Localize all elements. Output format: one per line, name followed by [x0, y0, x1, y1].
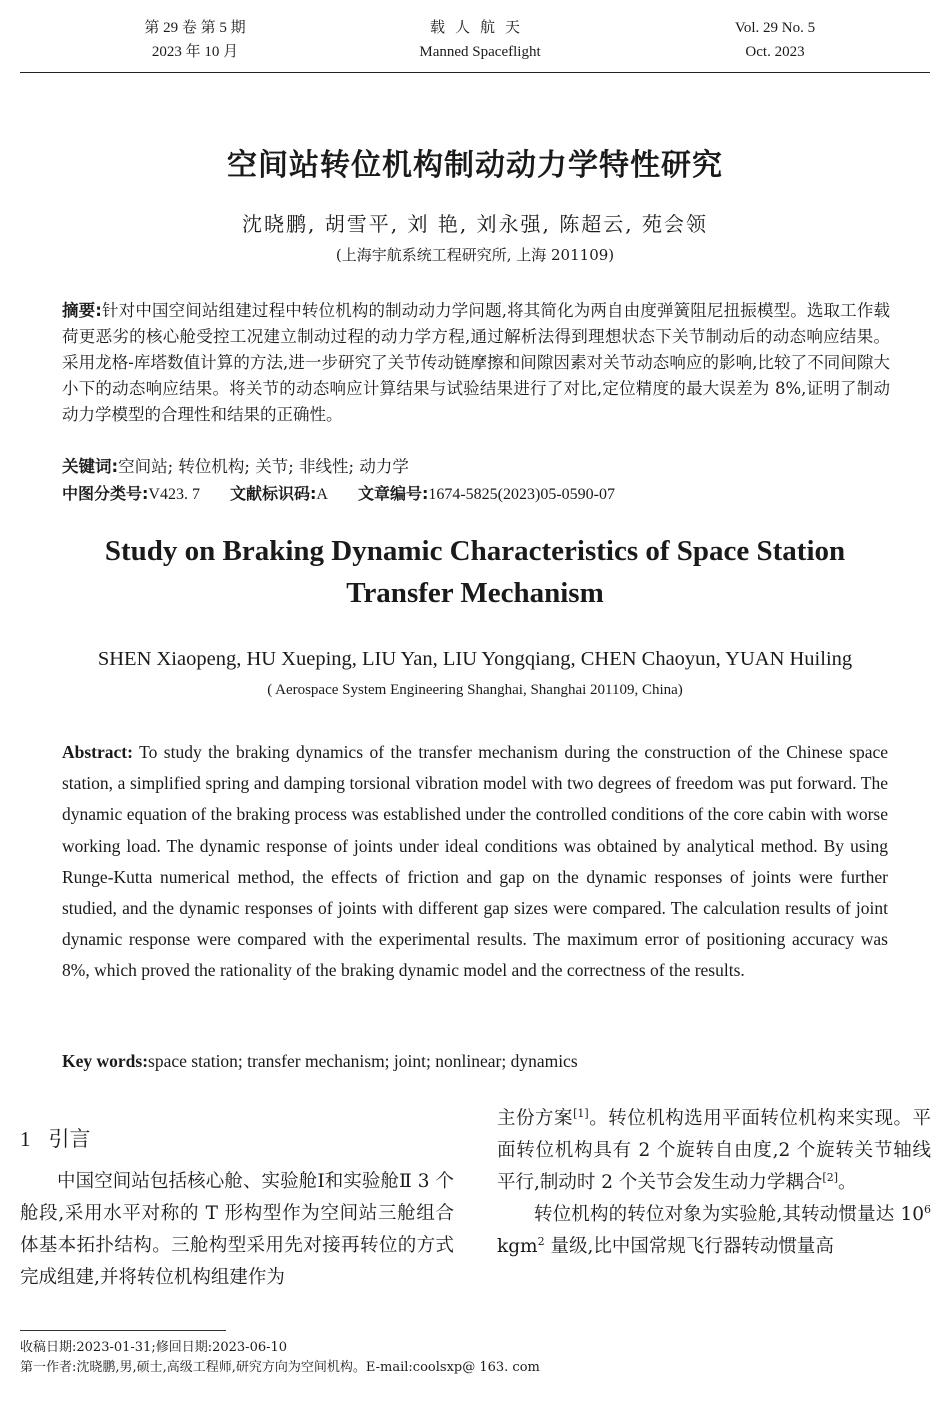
exponent-6: 6 [924, 1202, 931, 1216]
affiliation-en: ( Aerospace System Engineering Shanghai, Shanghai 201109, China) [267, 682, 683, 698]
authors-cn: 沈晓鹏, 胡雪平, 刘 艳, 刘永强, 陈超云, 苑会领 [242, 212, 708, 236]
volume-cn: 第 29 卷 第 5 期 [144, 20, 246, 36]
title-en [0, 530, 950, 614]
doc-code-label: 文献标识码: [229, 484, 317, 503]
clc-value: V423. 7 [148, 486, 200, 503]
header-center [380, 16, 580, 64]
section-number: 1 [20, 1127, 31, 1151]
abstract-cn [62, 298, 890, 428]
footnote-dates: 收稿日期:2023-01-31;修回日期:2023-06-10 [20, 1340, 288, 1355]
body-paragraph: 中国空间站包括核心舱、实验舱Ⅰ和实验舱Ⅱ 3 个舱段,采用水平对称的 T 形构型作为空间站三舱组合体基本拓扑结构。三舱构型采用先对接再转位的方式完成组建,并将转位机构组建作为 [20, 1171, 454, 1288]
abstract-en [62, 737, 888, 987]
keywords-en [62, 1046, 888, 1077]
classification-line [62, 481, 922, 508]
exponent-2: 2 [537, 1234, 545, 1248]
body-paragraph [497, 1199, 931, 1263]
date-cn: 2023 年 10 月 [151, 44, 239, 60]
header-left [110, 16, 280, 64]
text-run: 转位机构的转位对象为实验舱,其转动惯量达 10 [534, 1204, 924, 1225]
article-number-value: 1674-5825(2023)05-0590-07 [428, 486, 615, 503]
body-paragraph-continued [497, 1103, 931, 1199]
abstract-en-label: Abstract: [62, 742, 133, 762]
authors-en: SHEN Xiaopeng, HU Xueping, LIU Yan, LIU Yongqiang, CHEN Chaoyun, YUAN Huiling [97, 648, 853, 670]
journal-name-cn: 载人航天 [429, 20, 530, 36]
text-run: kgm [497, 1236, 538, 1257]
body-right-column [497, 1103, 931, 1263]
citation-2: [2] [822, 1170, 839, 1184]
title-cn: 空间站转位机构制动动力学特性研究 [227, 148, 723, 183]
section-heading [20, 1123, 91, 1153]
article-number-label: 文章编号: [357, 484, 429, 503]
body-left-column [20, 1166, 454, 1294]
section-title: 引言 [48, 1127, 91, 1151]
doc-code-value: A [316, 486, 328, 503]
footnote-rule [20, 1330, 226, 1331]
affiliation-cn: (上海宇航系统工程研究所, 上海 201109) [335, 246, 615, 264]
text-run: 量级,比中国常规飞行器转动惯量高 [544, 1236, 834, 1257]
text-run: 。 [838, 1172, 857, 1193]
clc-label: 中图分类号: [62, 484, 149, 503]
header-rule [20, 72, 930, 73]
text-run: 。转位机构选用平面转位机构来实现。平面转位机构具有 2 个旋转自由度,2 个旋转关节轴线平行,制动时 2 个关节会发生动力学耦合 [497, 1108, 931, 1193]
text-run: 主份方案 [497, 1108, 574, 1129]
title-en-line2: Transfer Mechanism [346, 577, 604, 609]
abstract-cn-text: 针对中国空间站组建过程中转位机构的制动动力学问题,将其简化为两自由度弹簧阻尼扭振模型。选取工作载荷更恶劣的核心舱受控工况建立制动过程的动力学方程,通过解析法得到理想状态下关节制动后的动态响应结果。采用龙格-库塔数值计算的方法,进一步研究了关节传动链摩擦和间隙因素对关节动态响应的影响,比较了不同间隙大小下的动态响应结果。将关节的动态响应计算结果与试验结果进行了对比,定位精度的最大误差为 8%,证明了制动动力学模型的合理性和结果的正确性。 [62, 301, 890, 424]
keywords-cn-text: 空间站; 转位机构; 关节; 非线性; 动力学 [118, 457, 409, 476]
footnote-author: 第一作者:沈晓鹏,男,硕士,高级工程师,研究方向为空间机构。E-mail:coolsxp@ 163. com [20, 1360, 540, 1375]
title-en-line1: Study on Braking Dynamic Characteristics of Space Station [104, 535, 846, 567]
keywords-en-text: space station; transfer mechanism; joint; nonlinear; dynamics [148, 1051, 578, 1071]
date-en: Oct. 2023 [745, 44, 805, 60]
volume-en: Vol. 29 No. 5 [734, 20, 816, 36]
header-right [690, 16, 860, 64]
keywords-cn-label: 关键词: [62, 457, 119, 476]
journal-name-en: Manned Spaceflight [419, 44, 541, 60]
keywords-cn [62, 454, 890, 480]
citation-1: [1] [573, 1106, 589, 1120]
keywords-en-label: Key words: [62, 1051, 149, 1071]
abstract-cn-label: 摘要: [62, 301, 102, 320]
abstract-en-text: To study the braking dynamics of the transfer mechanism during the construction of the Chinese space station, a simplified spring and damping torsional vibration model with two degrees of freedom was put forward. The dynamic equation of the braking process was established under the controlled conditions of the core cabin with worse working load. The dynamic response of joints under ideal conditions was obtained by analytical method. By using Runge-Kutta numerical method, the effects of friction and gap on the dynamic responses of joints were further studied, and the dynamic responses of joints with different gap sizes were compared. The calculation results of joint dynamic response were compared with the experimental results. The maximum error of positioning accuracy was 8%, which proved the rationality of the braking dynamic model and the correctness of the results. [62, 742, 888, 981]
